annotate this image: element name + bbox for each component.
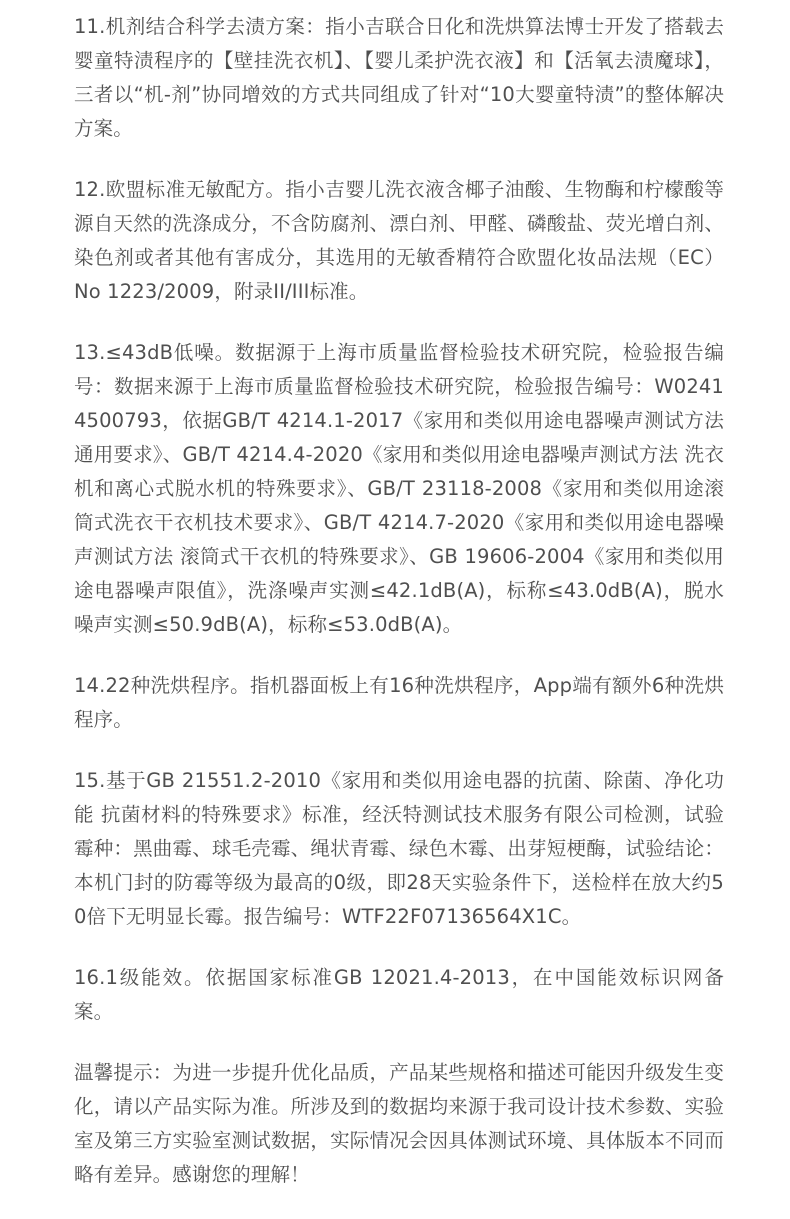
friendly-reminder-disclaimer: 温馨提示：为进一步提升优化品质，产品某些规格和描述可能因升级发生变化，请以产品实际为准。所涉及到的数据均来源于我司设计技术参数、实验室及第三方实验室测试数据，实际情况会因具体测试环境、具体版本不同而略有差异。感谢您的理解！: [74, 1061, 724, 1186]
footnotes-document: [74, 10, 724, 1219]
footnote-16-energy-efficiency: 16.1级能效。依据国家标准GB 12021.4-2013，在中国能效标识网备案。: [74, 966, 724, 1023]
footnote-14-wash-dry-programs: 14.22种洗烘程序。指机器面板上有16种洗烘程序，App端有额外6种洗烘程序。: [74, 674, 724, 731]
footnote-12-eu-allergen-free-formula: 12.欧盟标准无敏配方。指小吉婴儿洗衣液含椰子油酸、生物酶和柠檬酸等源自天然的洗涤成分，不含防腐剂、漂白剂、甲醛、磷酸盐、荧光增白剂、染色剂或者其他有害成分，其选用的无敏香精符合欧盟化妆品法规（EC）No 1223/2009，附录II/III标准。: [74, 178, 724, 303]
footnote-11-detergent-machine-solution: 11.机剂结合科学去渍方案：指小吉联合日化和洗烘算法博士开发了搭载去婴童特渍程序的【壁挂洗衣机】、【婴儿柔护洗衣液】和【活氧去渍魔球】，三者以“机-剂”协同增效的方式共同组成了针对“10大婴童特渍”的整体解决方案。: [74, 15, 724, 140]
footnote-15-antibacterial-mold-test: 15.基于GB 21551.2-2010《家用和类似用途电器的抗菌、除菌、净化功能 抗菌材料的特殊要求》标准，经沃特测试技术服务有限公司检测，试验霉种：黑曲霉、球毛壳霉、绳状青霉、绿色木霉、出芽短梗酶，试验结论：本机门封的防霉等级为最高的0级，即28天实验条件下，送检样在放大约50倍下无明显长霉。报告编号：WTF22F07136564X1C。: [74, 769, 724, 928]
footnote-13-low-noise-test-report: 13.≤43dB低噪。数据源于上海市质量监督检验技术研究院，检验报告编号：数据来源于上海市质量监督检验技术研究院，检验报告编号：W02414500793，依据GB/T 4214.1-2017《家用和类似用途电器噪声测试方法 通用要求》、GB/T 4214.4-2020《家用和类似用途电器噪声测试方法 洗衣机和离心式脱水机的特殊要求》、GB/T 23118-2008《家用和类似用途滚筒式洗衣干衣机技术要求》、GB/T 4214.7-2020《家用和类似用途电器噪声测试方法 滚筒式干衣机的特殊要求》、GB 19606-2004《家用和类似用途电器噪声限值》，洗涤噪声实测≤42.1dB(A)，标称≤43.0dB(A)，脱水噪声实测≤50.9dB(A)，标称≤53.0dB(A)。: [74, 341, 724, 636]
